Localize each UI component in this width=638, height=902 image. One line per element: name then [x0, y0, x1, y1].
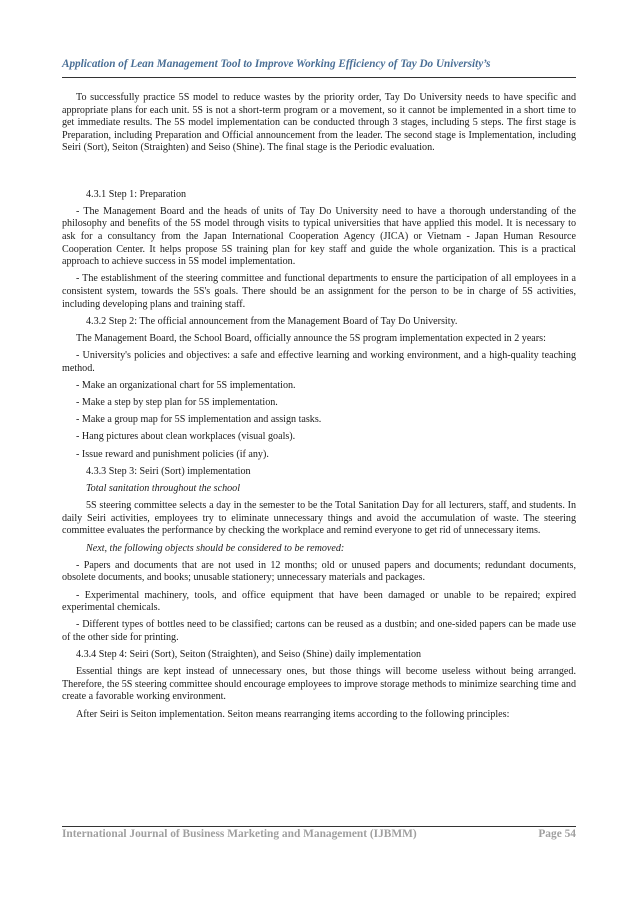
- paragraph-431-a: - The Management Board and the heads of units of Tay Do University need to have a thorough understanding of the philosophy and benefits of the 5S model through visits to typical universities that have applied this model. It is necessary to ask for a consultancy from the Japan International Cooperation Agency (JICA) or Vietnam - Japan Human Resource Cooperation Center. It helps propose 5S training plan for key staff and guide the whole organization. This is a practical approach to achieve success in 5S model implementation.: [62, 205, 576, 268]
- list-item: - Make an organizational chart for 5S implementation.: [76, 379, 296, 391]
- intro-paragraph: To successfully practice 5S model to reduce wastes by the priority order, Tay Do University needs to have specific and appropriate plans for each unit. 5S is not a short-term program or a movement, so it cannot be implemented in a short time to get immediate results. The 5S model implementation can be conducted through 3 stages, including 5 steps. The first stage is Preparation, including Preparation and Official announcement from the leader. The second stage is Implementation, including Seiri (Sort), Seiton (Straighten) and Seiso (Shine). The final stage is the Periodic evaluation.: [62, 92, 576, 154]
- list-item: - Different types of bottles need to be classified; cartons can be reused as a dustbin; and one-sided papers can be made use of the other side for printing.: [62, 619, 576, 643]
- list-item: - Papers and documents that are not used in 12 months; old or unused papers and documents; redundant documents, obsolete documents, and books; unusable stationery; unnecessary materials and packages.: [62, 559, 576, 584]
- paragraph-434-b: After Seiri is Seiton implementation. Seiton means rearranging items according to the following principles:: [76, 708, 510, 720]
- list-item: - Make a group map for 5S implementation and assign tasks.: [76, 414, 322, 426]
- footer-rule: [62, 826, 576, 827]
- list-item: - Make a step by step plan for 5S implementation.: [76, 397, 278, 409]
- journal-name: International Journal of Business Marketing and Management (IJBMM): [62, 828, 417, 840]
- section-heading-4-3-3: 4.3.3 Step 3: Seiri (Sort) implementation: [86, 465, 251, 477]
- paragraph-434-a: Essential things are kept instead of unnecessary ones, but those things will become useless without being arranged. Therefore, the 5S steering committee should encourage employees to improve storage methods to minimize searching time and create a favorable working environment.: [62, 666, 576, 703]
- section-heading-4-3-2: 4.3.2 Step 2: The official announcement from the Management Board of Tay Do University.: [86, 315, 458, 327]
- paragraph-432-a: The Management Board, the School Board, officially announce the 5S program implementation expected in 2 years:: [76, 332, 546, 344]
- paragraph-431-b: - The establishment of the steering committee and functional departments to ensure the participation of all employees in a consistent system, towards the 5S's goals. There should be an assignment for the person to be in charge of 5S activities, including developing plans and training staff.: [62, 273, 576, 310]
- list-item: - Hang pictures about clean workplaces (visual goals).: [76, 431, 296, 443]
- paragraph-433-a: 5S steering committee selects a day in the semester to be the Total Sanitation Day for all lecturers, staff, and students. In daily Seiri activities, employees try to eliminate unnecessary things and avoid the accumulation of waste. The steering committee evaluates the performance by checking the workplace and remind everyone to get rid of unnecessary items.: [62, 500, 576, 537]
- header-rule: [62, 77, 576, 78]
- section-heading-4-3-1: 4.3.1 Step 1: Preparation: [86, 188, 187, 200]
- list-item: - Experimental machinery, tools, and office equipment that have been damaged or unable to be repaired; expired experimental chemicals.: [62, 589, 576, 614]
- page-number: Page 54: [538, 828, 576, 840]
- list-item: - Issue reward and punishment policies (if any).: [76, 448, 269, 460]
- section-gap: [62, 160, 576, 189]
- running-header: Application of Lean Management Tool to Improve Working Efficiency of Tay Do University’s: [62, 58, 491, 70]
- section-heading-4-3-4: 4.3.4 Step 4: Seiri (Sort), Seiton (Straighten), and Seiso (Shine) daily implementation: [76, 649, 422, 661]
- subheading-objects-removed: Next, the following objects should be considered to be removed:: [86, 542, 345, 554]
- page-body: [62, 92, 576, 726]
- subheading-total-sanitation: Total sanitation throughout the school: [86, 482, 241, 494]
- list-item: - University's policies and objectives: a safe and effective learning and working environment, and a high-quality teaching method.: [62, 350, 576, 374]
